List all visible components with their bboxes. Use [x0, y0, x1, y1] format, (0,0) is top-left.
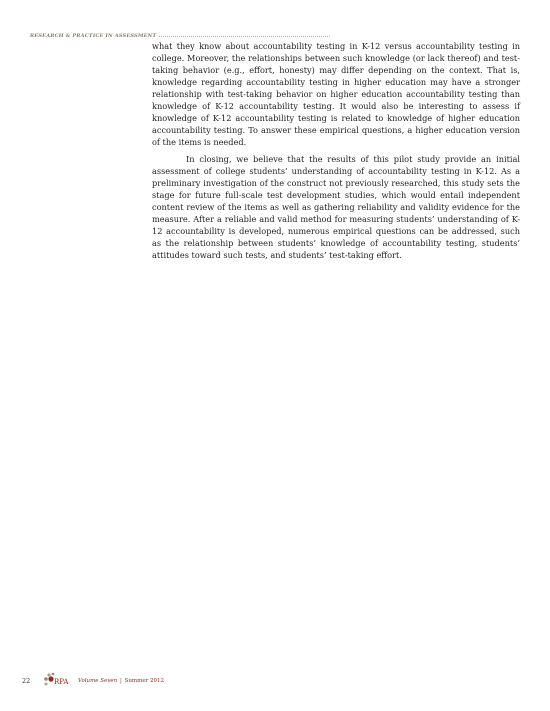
- paragraph-2: In closing, we believe that the results of this pilot study provide an initial assessment of college students’ understanding of accountability testing in K-12. As a preliminary investigation of the construct not previously researched, this study sets the stage for future full-scale test development studies, which would entail independent content review of the items as well as gathering reliability and validity evidence for the measure. After a reliable and valid method for measuring students’ understanding of K-12 accountability is developed, numerous empirical questions can be addressed, such as the relationship between students’ knowledge of accountability testing, students’ attitudes toward such tests, and students’ test-taking effort.: [152, 154, 520, 260]
- running-head-rule: [159, 36, 330, 37]
- page-number: 22: [22, 677, 31, 685]
- footer: [22, 672, 164, 690]
- rpa-logo-icon: [40, 671, 74, 691]
- issue-label: [78, 678, 164, 684]
- running-head-title: RESEARCH & PRACTICE IN ASSESSMENT: [30, 33, 157, 39]
- logo-text: RPA: [54, 678, 69, 686]
- volume-label: Volume Seven: [78, 678, 118, 684]
- issue-separator: |: [119, 678, 122, 684]
- article-body: [152, 40, 520, 261]
- paragraph-1: what they know about accountability testing in K-12 versus accountability testing in college. Moreover, the relationships between such knowledge (or lack thereof) and test-taking behavior (e.g., effort, honesty) may differ depending on the context. That is, knowledge regarding accountability testing in higher education may have a stronger relationship with test-taking behavior on higher education accountability testing than knowledge of K-12 accountability testing. It would also be interesting to assess if knowledge of K-12 accountability testing is related to knowledge of higher education accountability testing. To answer these empirical questions, a higher education version of the items is needed.: [152, 41, 520, 147]
- season-label: Summer 2012: [124, 678, 164, 684]
